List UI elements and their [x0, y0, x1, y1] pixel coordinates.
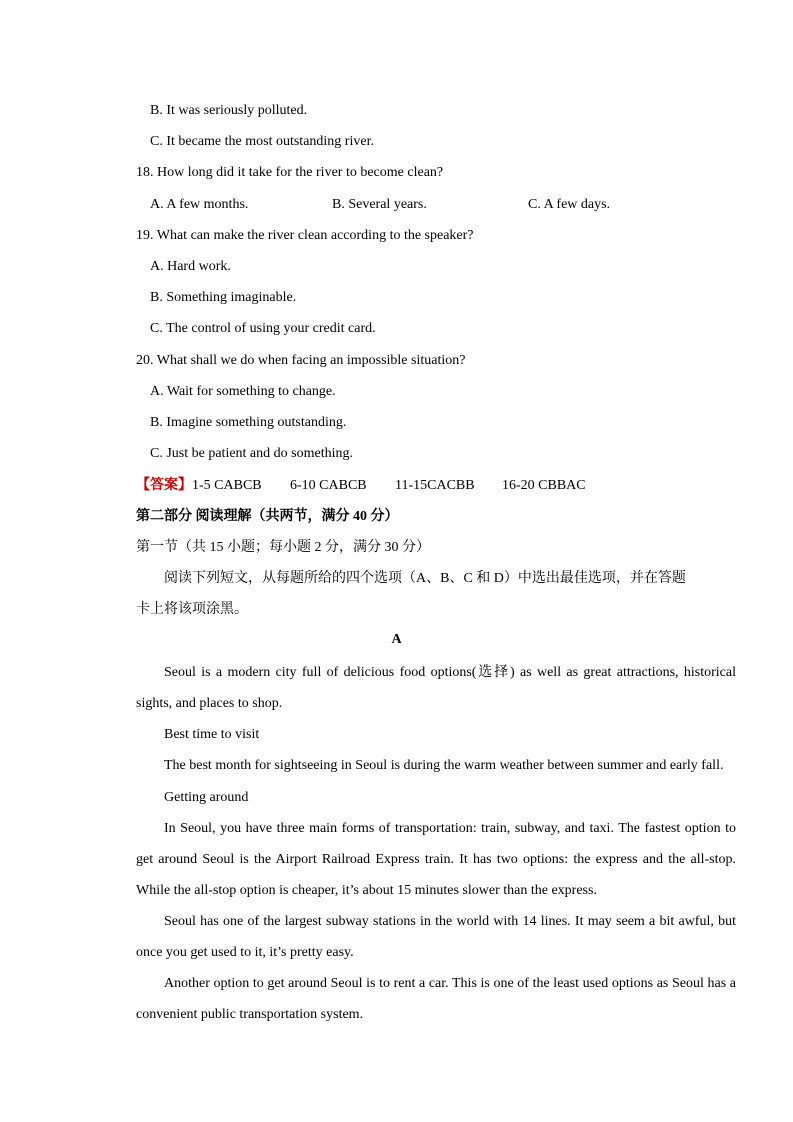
- q18-option-b: B. Several years.: [332, 197, 427, 212]
- answer-group-16-20: 16-20 CBBAC: [502, 478, 586, 493]
- rent-car-paragraph: Another option to get around Seoul is to rent a car. This is one of the least used options as Seoul has a convenient public transportation system.: [136, 976, 736, 1022]
- best-time-heading: Best time to visit: [164, 727, 260, 742]
- answer-group-1-5: 1-5 CABCB: [192, 478, 262, 493]
- q20-option-c: C. Just be patient and do something.: [150, 446, 353, 461]
- instruction-line-1: 阅读下列短文，从每题所给的四个选项（A、B、C 和 D）中选出最佳选项，并在答题: [164, 571, 686, 586]
- q19-option-b: B. Something imaginable.: [150, 290, 297, 305]
- part2-heading: 第二部分 阅读理解（共两节，满分 40 分）: [136, 509, 399, 524]
- answer-group-11-15: 11-15CACBB: [395, 478, 475, 493]
- q18-option-a: A. A few months.: [150, 197, 249, 212]
- q18-question: 18. How long did it take for the river to become clean?: [136, 165, 444, 180]
- q20-option-a: A. Wait for something to change.: [150, 384, 336, 399]
- best-time-text: The best month for sightseeing in Seoul is during the warm weather between summer and early fall.: [164, 758, 724, 773]
- answer-group-6-10: 6-10 CABCB: [290, 478, 367, 493]
- q18-option-c: C. A few days.: [528, 197, 611, 212]
- q20-question: 20. What shall we do when facing an impossible situation?: [136, 353, 466, 368]
- q20-option-b: B. Imagine something outstanding.: [150, 415, 347, 430]
- q19-question: 19. What can make the river clean according to the speaker?: [136, 228, 474, 243]
- q17-option-c: C. It became the most outstanding river.: [150, 134, 374, 149]
- q19-option-c: C. The control of using your credit card.: [150, 321, 376, 336]
- subway-paragraph: Seoul has one of the largest subway stations in the world with 14 lines. It may seem a bit awful, but once you get used to it, it’s pretty easy.: [136, 914, 736, 960]
- transport-paragraph: In Seoul, you have three main forms of transportation: train, subway, and taxi. The fastest option to get around Seoul is the Airport Railroad Express train. It has two options: the express and the all-stop. While the all-stop option is cheaper, it’s about 15 minutes slower than the express.: [136, 821, 736, 898]
- passage-intro: Seoul is a modern city full of delicious food options(选择) as well as great attractions, historical sights, and places to shop.: [136, 665, 736, 711]
- q17-option-b: B. It was seriously polluted.: [150, 103, 308, 118]
- section1-heading: 第一节（共 15 小题；每小题 2 分，满分 30 分）: [136, 540, 430, 555]
- answer-label: 【答案】: [136, 478, 192, 493]
- instruction-line-2: 卡上将该项涂黑。: [136, 602, 248, 617]
- passage-title: A: [391, 632, 402, 647]
- getting-around-heading: Getting around: [164, 790, 249, 805]
- q19-option-a: A. Hard work.: [150, 259, 231, 274]
